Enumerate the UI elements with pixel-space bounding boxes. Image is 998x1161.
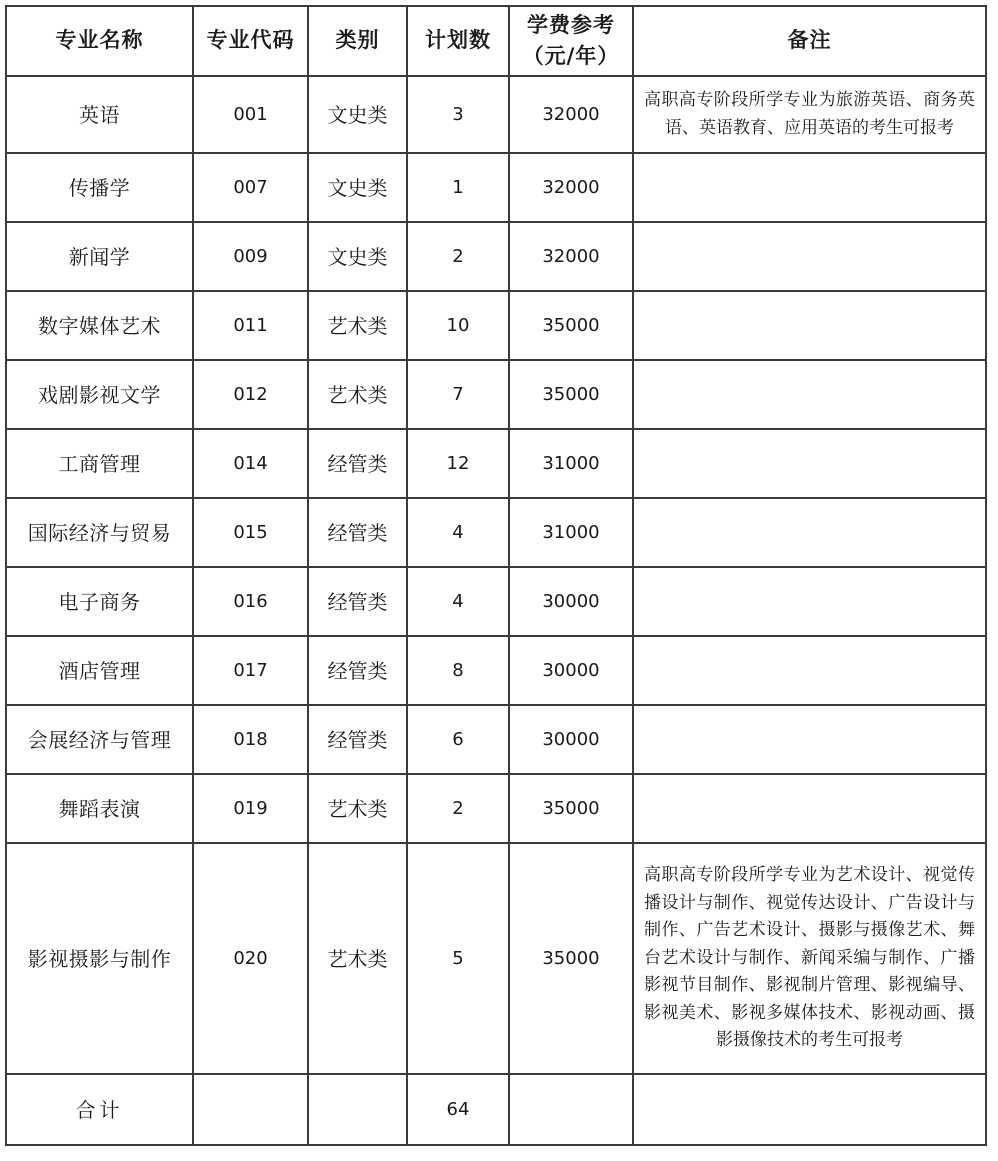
cell-major-code: 019 [193, 774, 308, 843]
cell-remark [633, 498, 986, 567]
table-row [6, 1074, 986, 1145]
column-header-category: 类别 [308, 6, 407, 76]
column-header-tuition [509, 6, 633, 76]
cell-major-code: 020 [193, 843, 308, 1074]
cell-category: 经管类 [308, 567, 407, 636]
column-header-plan-count: 计划数 [407, 6, 509, 76]
table-row [6, 429, 986, 498]
cell-plan-count: 10 [407, 291, 509, 360]
cell-major-code: 012 [193, 360, 308, 429]
cell-plan-count: 2 [407, 774, 509, 843]
cell-remark [633, 705, 986, 774]
table-row [6, 222, 986, 291]
column-header-major-code: 专业代码 [193, 6, 308, 76]
cell-category: 艺术类 [308, 843, 407, 1074]
table-row [6, 843, 986, 1074]
table-row [6, 636, 986, 705]
cell-remark: 高职高专阶段所学专业为旅游英语、商务英语、英语教育、应用英语的考生可报考 [633, 76, 986, 153]
table-header [6, 6, 986, 76]
cell-major-name: 英语 [6, 76, 193, 153]
cell-tuition: 32000 [509, 76, 633, 153]
cell-tuition: 30000 [509, 567, 633, 636]
cell-major-name: 工商管理 [6, 429, 193, 498]
cell-remark: 高职高专阶段所学专业为艺术设计、视觉传播设计与制作、视觉传达设计、广告设计与制作、广告艺术设计、摄影与摄像艺术、舞台艺术设计与制作、新闻采编与制作、广播影视节目制作、影视制片管理、影视编导、影视美术、影视多媒体技术、影视动画、摄影摄像技术的考生可报考 [633, 843, 986, 1074]
cell-plan-count: 2 [407, 222, 509, 291]
cell-major-name: 电子商务 [6, 567, 193, 636]
cell-plan-count: 12 [407, 429, 509, 498]
cell-major-name: 酒店管理 [6, 636, 193, 705]
cell-major-code: 014 [193, 429, 308, 498]
cell-remark [633, 636, 986, 705]
cell-major-code: 001 [193, 76, 308, 153]
cell-tuition: 30000 [509, 636, 633, 705]
table-row [6, 567, 986, 636]
cell-major-name: 传播学 [6, 153, 193, 222]
cell-plan-count: 5 [407, 843, 509, 1074]
cell-tuition: 35000 [509, 291, 633, 360]
cell-major-code [193, 1074, 308, 1145]
cell-major-code: 007 [193, 153, 308, 222]
cell-remark [633, 1074, 986, 1145]
cell-major-name: 会展经济与管理 [6, 705, 193, 774]
table-row [6, 705, 986, 774]
cell-category: 经管类 [308, 498, 407, 567]
enrollment-plan-table [5, 5, 987, 1146]
cell-major-code: 009 [193, 222, 308, 291]
column-header-remark: 备注 [633, 6, 986, 76]
cell-category: 经管类 [308, 429, 407, 498]
cell-plan-count: 64 [407, 1074, 509, 1145]
cell-category: 文史类 [308, 76, 407, 153]
cell-category: 艺术类 [308, 774, 407, 843]
cell-tuition: 35000 [509, 843, 633, 1074]
cell-category: 艺术类 [308, 360, 407, 429]
table-row [6, 291, 986, 360]
cell-tuition: 35000 [509, 360, 633, 429]
cell-major-code: 016 [193, 567, 308, 636]
column-header-tuition-line2: （元/年） [522, 44, 620, 68]
cell-plan-count: 7 [407, 360, 509, 429]
cell-remark [633, 567, 986, 636]
cell-remark [633, 360, 986, 429]
cell-remark [633, 774, 986, 843]
cell-major-name: 合计 [6, 1074, 193, 1145]
cell-plan-count: 3 [407, 76, 509, 153]
cell-tuition: 35000 [509, 774, 633, 843]
cell-major-code: 018 [193, 705, 308, 774]
cell-major-name: 戏剧影视文学 [6, 360, 193, 429]
cell-tuition [509, 1074, 633, 1145]
column-header-major-name: 专业名称 [6, 6, 193, 76]
cell-category: 经管类 [308, 636, 407, 705]
enrollment-plan-table-container [5, 5, 985, 1146]
cell-category: 文史类 [308, 222, 407, 291]
table-row [6, 774, 986, 843]
cell-major-name: 影视摄影与制作 [6, 843, 193, 1074]
table-row [6, 153, 986, 222]
cell-category: 艺术类 [308, 291, 407, 360]
cell-remark [633, 429, 986, 498]
cell-remark [633, 291, 986, 360]
cell-major-code: 011 [193, 291, 308, 360]
table-row [6, 498, 986, 567]
cell-remark [633, 153, 986, 222]
table-header-row [6, 6, 986, 76]
table-row [6, 360, 986, 429]
cell-major-code: 015 [193, 498, 308, 567]
cell-category: 文史类 [308, 153, 407, 222]
cell-tuition: 31000 [509, 498, 633, 567]
table-body [6, 76, 986, 1145]
cell-remark [633, 222, 986, 291]
cell-major-name: 国际经济与贸易 [6, 498, 193, 567]
cell-plan-count: 6 [407, 705, 509, 774]
cell-major-name: 舞蹈表演 [6, 774, 193, 843]
cell-plan-count: 4 [407, 498, 509, 567]
cell-plan-count: 1 [407, 153, 509, 222]
cell-category: 经管类 [308, 705, 407, 774]
table-row [6, 76, 986, 153]
cell-plan-count: 8 [407, 636, 509, 705]
cell-tuition: 31000 [509, 429, 633, 498]
cell-category [308, 1074, 407, 1145]
cell-tuition: 30000 [509, 705, 633, 774]
cell-tuition: 32000 [509, 222, 633, 291]
cell-tuition: 32000 [509, 153, 633, 222]
cell-major-code: 017 [193, 636, 308, 705]
cell-major-name: 新闻学 [6, 222, 193, 291]
cell-major-name: 数字媒体艺术 [6, 291, 193, 360]
column-header-tuition-line1: 学费参考 [527, 12, 615, 37]
cell-plan-count: 4 [407, 567, 509, 636]
